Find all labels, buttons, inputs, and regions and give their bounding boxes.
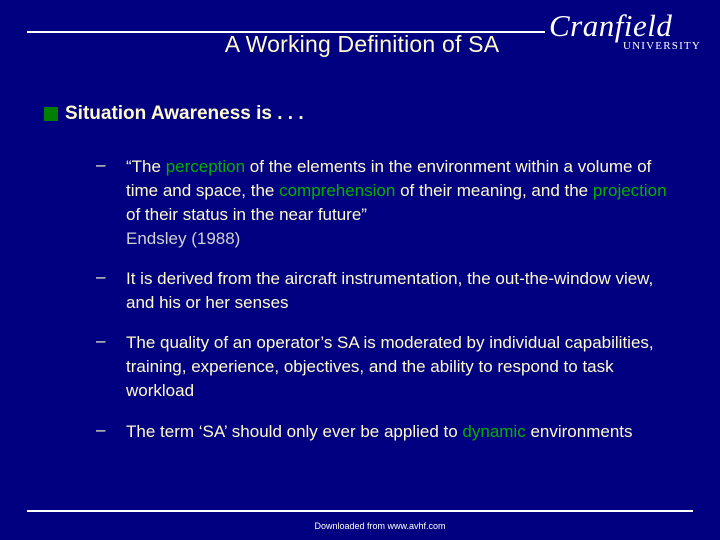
logo-wordmark: Cranfield: [549, 8, 673, 43]
highlight-projection: projection: [592, 181, 667, 200]
dash-bullet: –: [96, 331, 106, 350]
highlight-perception: perception: [165, 157, 246, 176]
text-run: of their meaning, and the: [395, 181, 593, 200]
sub-point-text: [126, 420, 676, 444]
text-run: It is derived from the aircraft instrumentation, the out-the-window view, and his or her senses: [126, 269, 654, 312]
footer-text: Downloaded from www.avhf.com: [314, 521, 446, 531]
main-bullet-text: Situation Awareness is . . .: [65, 103, 304, 124]
text-run: of the elements in the environment within a volume of time and space, the: [126, 157, 652, 200]
square-bullet-icon: [44, 107, 58, 121]
cranfield-logo: [549, 8, 699, 52]
highlight-comprehension: comprehension: [279, 181, 396, 200]
sub-point-text: [126, 155, 676, 251]
footer-rule: [27, 510, 693, 512]
text-run: The term ‘SA’ should only ever be applied to: [126, 422, 463, 441]
slide-title: A Working Definition of SA: [224, 31, 500, 57]
citation: Endsley (1988): [126, 229, 241, 248]
sub-point-text: [126, 331, 676, 403]
highlight-dynamic: dynamic: [462, 422, 526, 441]
text-run: “The: [126, 157, 166, 176]
sub-point-text: [126, 267, 676, 315]
logo-subtitle: UNIVERSITY: [623, 40, 701, 52]
dash-bullet: –: [96, 267, 106, 286]
text-run: The quality of an operator’s SA is moderated by individual capabilities, training, experience, objectives, and the ability to respond to task workload: [126, 333, 654, 400]
text-run: of their status in the near future”: [126, 205, 367, 224]
text-run: environments: [525, 422, 633, 441]
dash-bullet: –: [96, 420, 106, 439]
dash-bullet: –: [96, 155, 106, 174]
